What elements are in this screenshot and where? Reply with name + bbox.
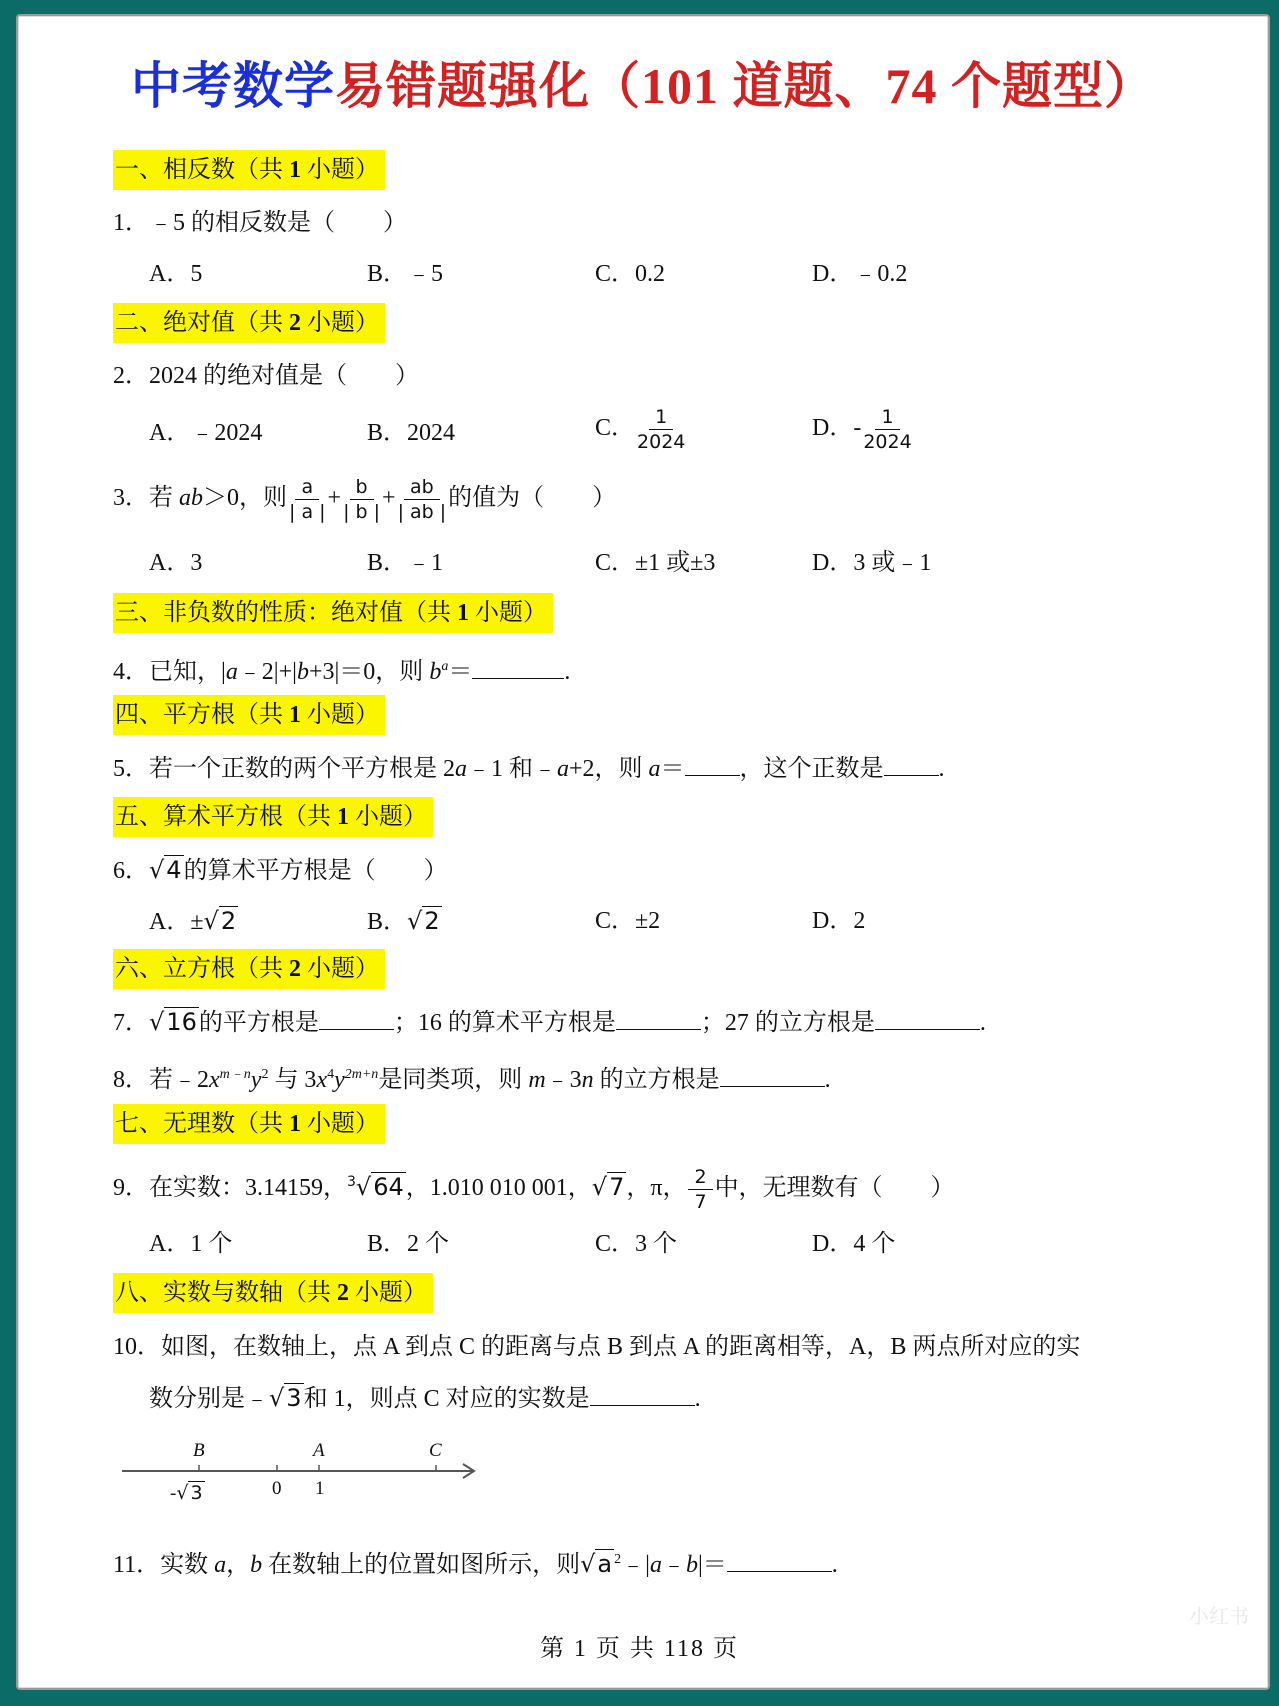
option-a: A．3	[149, 550, 203, 576]
question-1: 1．﹣5 的相反数是（ ）	[113, 210, 407, 236]
point-a-label: A	[313, 1440, 325, 1461]
option-c: C．3 个	[595, 1231, 678, 1257]
question-8: 8．若$﹣2x^{m﹣n}y^2$ 与 $3x^4y^{2m+n}$是同类项，则 m﹣3n 的立方根是 .	[113, 1060, 831, 1095]
option-b: B．﹣1	[367, 550, 444, 576]
question-9: 9．在实数：3.14159，$^3$√64，1.010 010 001，√7，π， $\frac{2}{7}$ 中，无理数有（ ）	[113, 1166, 955, 1213]
section-heading: 二、绝对值（共 2 小题）	[113, 303, 385, 343]
question-2: 2．2024 的绝对值是（ ）	[113, 363, 419, 389]
watermark: 小红书	[1189, 1604, 1249, 1628]
number-line-figure	[118, 1438, 488, 1518]
option-d: D．3 或﹣1	[812, 550, 932, 576]
option-b: B．2 个	[367, 1231, 450, 1257]
section-heading: 三、非负数的性质：绝对值（共 1 小题）	[113, 593, 553, 633]
question-3: 3．若 ab＞0，则 $\frac{a}{| a |}$ + $\frac{b}{| b |}$ + $\frac{ab}{| ab |}$ 的值为（ ）	[113, 476, 617, 523]
section-heading: 七、无理数（共 1 小题）	[113, 1104, 385, 1144]
option-c: C．±1 或±3	[595, 550, 716, 576]
section-heading: 五、算术平方根（共 1 小题）	[113, 797, 433, 837]
option-c: C．0.2	[595, 261, 666, 287]
page-title	[18, 46, 1268, 118]
answer-blank[interactable]	[685, 753, 740, 776]
section-heading: 八、实数与数轴（共 2 小题）	[113, 1273, 433, 1313]
option-d: D．﹣0.2	[812, 261, 908, 287]
option-b: B．﹣5	[367, 261, 444, 287]
question-10-cont: 数分别是﹣√3和 1，则点 C 对应的实数是 .	[149, 1384, 701, 1412]
section-heading: 一、相反数（共 1 小题）	[113, 150, 385, 190]
option-b: B．2024	[367, 420, 456, 446]
answer-blank[interactable]	[472, 656, 564, 679]
section-heading: 六、立方根（共 2 小题）	[113, 949, 385, 989]
question-6: 6．√4的算术平方根是（ ）	[113, 856, 448, 884]
neg-sqrt3-label: -√ 3	[170, 1482, 203, 1504]
question-7: 7．√16的平方根是 ；16 的算术平方根是 ；27 的立方根是 .	[113, 1008, 986, 1036]
question-10: 10．如图，在数轴上，点 A 到点 C 的距离与点 B 到点 A 的距离相等，A，B 两点所对应的实	[113, 1334, 1081, 1360]
option-a: A．﹣2024	[149, 420, 263, 446]
answer-blank[interactable]	[319, 1007, 394, 1030]
option-b: B．√2	[367, 907, 440, 935]
question-5: 5．若一个正数的两个平方根是 2a﹣1 和﹣a+2，则 a＝ ，这个正数是 .	[113, 753, 945, 784]
point-b-label: B	[193, 1440, 205, 1461]
option-d: D．2	[812, 908, 866, 934]
title-red: 易错题强化（101 道题、74 个题型）	[335, 58, 1155, 114]
question-11: 11．实数 a，b 在数轴上的位置如图所示，则√a $^2$﹣|a﹣b|＝ .	[113, 1550, 838, 1578]
answer-blank[interactable]	[616, 1007, 701, 1030]
answer-blank[interactable]	[727, 1549, 832, 1572]
question-4: 4．已知，|a﹣2|+|b+3|＝0，则 $b^a=$ .	[113, 652, 570, 687]
answer-blank[interactable]	[884, 753, 939, 776]
sqrt: √4	[149, 856, 182, 884]
answer-blank[interactable]	[590, 1383, 695, 1406]
option-c: C． $\frac{1}{2024}$	[595, 406, 686, 453]
point-c-label: C	[429, 1440, 442, 1461]
one-label: 1	[315, 1478, 325, 1499]
option-d: D．- $\frac{1}{2024}$	[812, 406, 912, 453]
option-d: D．4 个	[812, 1231, 896, 1257]
option-c: C．±2	[595, 908, 661, 934]
page-footer: 第 1 页 共 118 页	[539, 1636, 740, 1662]
section-heading: 四、平方根（共 1 小题）	[113, 695, 385, 735]
answer-blank[interactable]	[875, 1007, 980, 1030]
zero-label: 0	[272, 1478, 282, 1499]
option-a: A．1 个	[149, 1231, 233, 1257]
title-blue: 中考数学	[131, 58, 335, 114]
option-a: A．5	[149, 261, 203, 287]
option-a: A．±√2	[149, 907, 237, 935]
answer-blank[interactable]	[720, 1064, 825, 1087]
